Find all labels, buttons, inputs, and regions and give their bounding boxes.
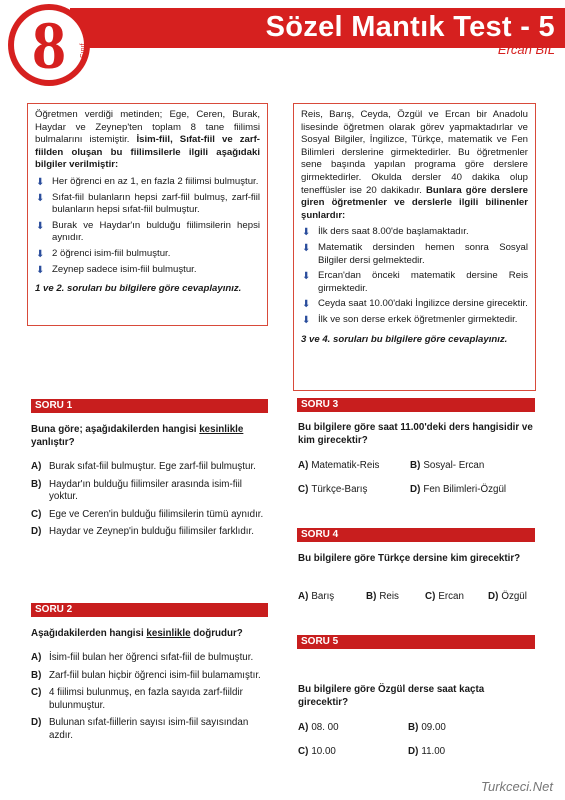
option-c[interactable]: C) 4 fiilimsi bulunmuş, en fazla sayıda zarf-fiildir bulunmuştur. — [31, 687, 243, 711]
soru-1-header: SORU 1 — [31, 399, 268, 413]
option-c[interactable]: C) Ercan — [425, 591, 464, 602]
option-c[interactable]: C) 10.00 — [298, 746, 336, 757]
option-b[interactable]: B) Reis — [366, 591, 399, 602]
option-c[interactable]: C) Ege ve Ceren'in bulduğu fiilimsilerin tümü aynıdır. — [31, 508, 264, 520]
list-item: ⬇ İlk ders saat 8.00'de başlamaktadır. — [302, 226, 469, 239]
option-b[interactable]: B) Sosyal- Ercan — [410, 460, 485, 471]
box2-intro-bold: Bunlara göre derslere giren öğretmenler ve derslerle ilgili bilinenler şunlardır: — [301, 184, 528, 221]
arrow-down-icon: ⬇ — [36, 248, 45, 260]
option-a[interactable]: A) 08. 00 — [298, 722, 339, 733]
option-b[interactable]: B) Zarf-fiil bulan hiçbir öğrenci isim-fiil bulamamıştır. — [31, 669, 261, 681]
box2-intro-text: Reis, Barış, Ceyda, Özgül ve Ercan bir Anadolu lisesinde öğretmen olarak görev yapmaktadırlar ve Sosyal Bilgiler, İngilizce, Türkçe, matematik ve Fen Bilimleri derslerine girmektedirler. Bu öğretmenler sene başında yapılan programa göre derslere girmektedirler. Okulda dersler 40 dakika olup teneffüsler ise 20 dakikadır. — [301, 109, 528, 196]
arrow-down-icon: ⬇ — [36, 176, 45, 188]
soru-5-question: Bu bilgilere göre Özgül derse saat kaçta girecektir? — [298, 684, 485, 708]
list-item: ⬇ Zeynep sadece isim-fiil bulmuştur. — [36, 263, 197, 276]
option-d[interactable]: D) Bulunan sıfat-fiillerin sayısı isim-fiil sayısından azdır. — [31, 717, 249, 741]
option-d[interactable]: D) Fen Bilimleri-Özgül — [410, 484, 507, 495]
soru-4-header: SORU 4 — [297, 528, 535, 542]
soru-3-question: Bu bilgilere göre saat 11.00'deki ders hangisidir ve kim girecektir? — [298, 422, 533, 446]
option-a[interactable]: A) Matematik-Reis — [298, 460, 380, 471]
list-item: ⬇ İlk ve son derse erkek öğretmenler girmektedir. — [302, 313, 518, 326]
grade-badge — [8, 4, 90, 86]
soru-2-options — [31, 652, 268, 748]
option-a[interactable]: A) Barış — [298, 591, 335, 602]
option-d[interactable]: D) Haydar ve Zeynep'in bulduğu fiilimsiler farklıdır. — [31, 526, 254, 538]
option-d[interactable]: D) Özgül — [488, 591, 527, 602]
arrow-down-icon: ⬇ — [302, 227, 311, 239]
grade-label: Sınıf — [80, 43, 87, 58]
arrow-down-icon: ⬇ — [302, 242, 311, 254]
info-box-2 — [293, 103, 536, 391]
soru-2-question: Aşağıdakilerden hangisi kesinlikle doğrudur? — [31, 628, 243, 639]
soru-5-header: SORU 5 — [297, 635, 535, 649]
page-title: Sözel Mantık Test - 5 — [265, 11, 555, 43]
option-d[interactable]: D) 11.00 — [408, 746, 446, 757]
box2-bullet-list — [301, 226, 528, 326]
soru-3-header: SORU 3 — [297, 398, 535, 412]
arrow-down-icon: ⬇ — [36, 192, 45, 204]
list-item: ⬇ 2 öğrenci isim-fiil bulmuştur. — [36, 247, 171, 260]
option-b[interactable]: B) Haydar'ın bulduğu fiilimsiler arasında isim-fiil yoktur. — [31, 478, 242, 503]
box1-intro — [35, 109, 260, 172]
arrow-down-icon: ⬇ — [302, 314, 311, 326]
footer-watermark: Turkceci.Net — [481, 779, 553, 794]
arrow-down-icon: ⬇ — [36, 264, 45, 276]
list-item: ⬇ Ercan'dan önceki matematik dersine Reis girmektedir. — [302, 270, 528, 294]
box2-intro — [301, 109, 528, 222]
author-name: Ercan BİL — [497, 42, 555, 57]
arrow-down-icon: ⬇ — [302, 299, 311, 311]
option-b[interactable]: B) 09.00 — [408, 722, 446, 733]
page-header — [0, 0, 565, 88]
box2-note: 3 ve 4. soruları bu bilgilere göre cevaplayınız. — [301, 333, 508, 345]
info-box-1 — [27, 103, 268, 326]
list-item: ⬇ Her öğrenci en az 1, en fazla 2 fiilimsi bulmuştur. — [36, 175, 259, 188]
option-a[interactable]: A) İsim-fiil bulan her öğrenci sıfat-fiil de bulmuştur. — [31, 652, 254, 663]
option-a[interactable]: A) Burak sıfat-fiil bulmuştur. Ege zarf-fiil bulmuştur. — [31, 461, 256, 472]
list-item: ⬇ Matematik dersinden hemen sonra Sosyal Bilgiler dersi gelmektedir. — [302, 241, 528, 266]
box1-bullet-list — [35, 176, 260, 276]
soru-2-header: SORU 2 — [31, 603, 268, 617]
option-c[interactable]: C) Türkçe-Barış — [298, 484, 368, 495]
list-item: ⬇ Sıfat-fiil bulanların hepsi zarf-fiil bulmuş, zarf-fiil bulanların hepsi sıfat-fiil bulmuştur. — [36, 191, 260, 216]
grade-badge-inner — [14, 7, 84, 83]
box1-note: 1 ve 2. soruları bu bilgilere göre cevaplayınız. — [35, 283, 242, 295]
arrow-down-icon: ⬇ — [36, 220, 45, 232]
list-item: ⬇ Ceyda saat 10.00'daki İngilizce dersine girecektir. — [302, 298, 528, 311]
soru-1-question: Buna göre; aşağıdakilerden hangisi kesinlikle yanlıştır? — [31, 424, 244, 448]
arrow-down-icon: ⬇ — [302, 271, 311, 283]
box1-intro-bold: İsim-fiil, Sıfat-fiil ve zarf-fiilden oluşan bu fiilimsilerle ilgili aşağıdaki bilgiler verilmiştir: — [35, 134, 260, 171]
soru-4-question: Bu bilgilere göre Türkçe dersine kim girecektir? — [298, 553, 521, 564]
box1-intro-text: Öğretmen verdiği metinden; Ege, Ceren, Burak, Haydar ve Zeynep'ten toplam 8 tane fiilimsi bulmalarını istemiştir. — [35, 109, 260, 146]
soru-1-options — [31, 461, 268, 544]
list-item: ⬇ Burak ve Haydar'ın bulduğu fiilimsilerin hepsi aynıdır. — [36, 219, 260, 244]
title-bar — [70, 8, 565, 48]
grade-number: 8 — [32, 7, 66, 83]
